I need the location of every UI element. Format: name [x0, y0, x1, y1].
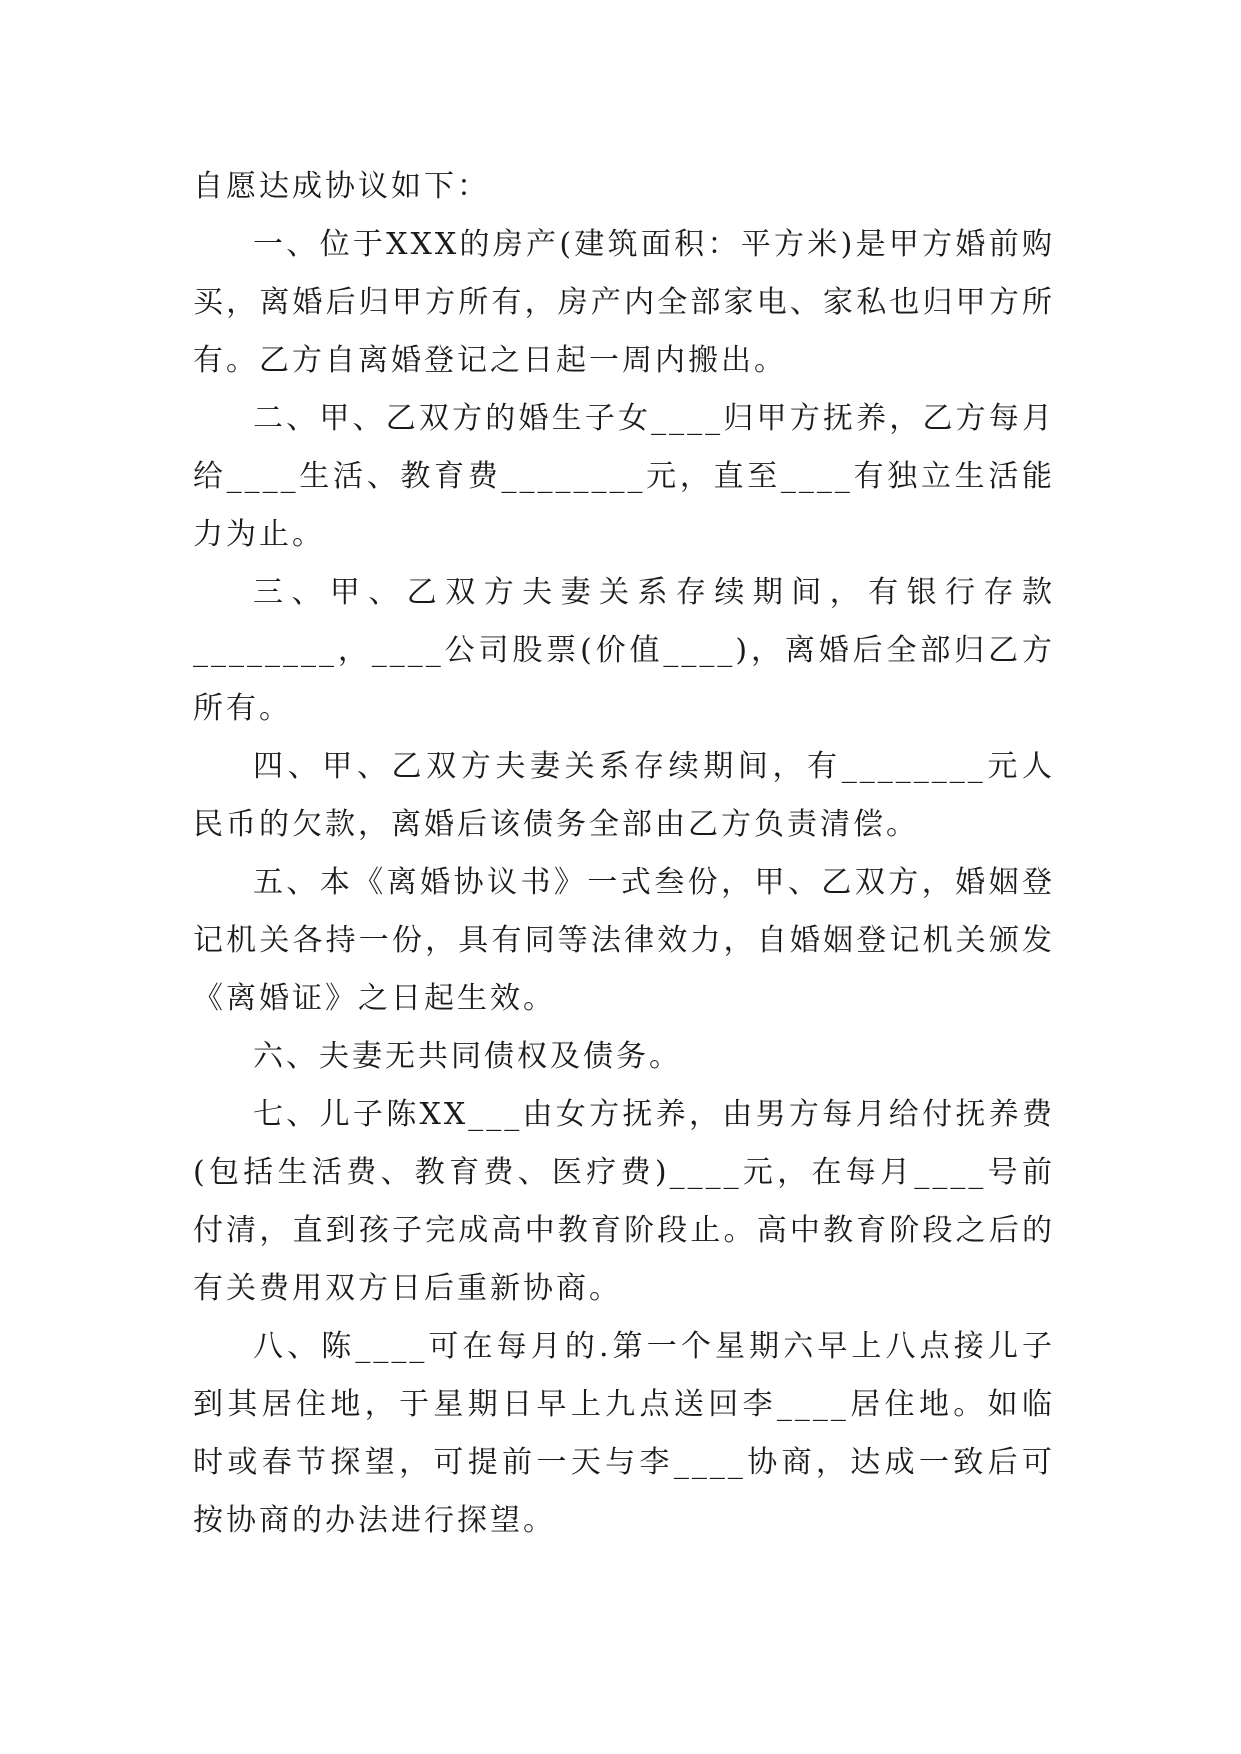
clause-6: 六、夫妻无共同债权及债务。 [253, 1039, 682, 1074]
clause-3: 三、甲、乙双方夫妻关系存续期间，有银行存款________，____公司股票(价值____)，离婚后全部归乙方所有。 [193, 575, 1055, 726]
clause-8: 八、陈____可在每月的.第一个星期六早上八点接儿子到其居住地，于星期日早上九点送回李____居住地。如临时或春节探望，可提前一天与李____协商，达成一致后可按协商的办法进行探望。 [193, 1329, 1055, 1538]
document-body [193, 158, 1055, 1550]
clause-1: 一、位于XXX的房产(建筑面积：平方米)是甲方婚前购买，离婚后归甲方所有，房产内全部家电、家私也归甲方所有。乙方自离婚登记之日起一周内搬出。 [193, 227, 1055, 378]
clause-2: 二、甲、乙双方的婚生子女____归甲方抚养，乙方每月给____生活、教育费________元，直至____有独立生活能力为止。 [193, 401, 1055, 552]
intro-paragraph: 自愿达成协议如下： [193, 169, 490, 204]
clause-5: 五、本《离婚协议书》一式叁份，甲、乙双方，婚姻登记机关各持一份，具有同等法律效力，自婚姻登记机关颁发《离婚证》之日起生效。 [193, 865, 1055, 1016]
clause-4: 四、甲、乙双方夫妻关系存续期间，有________元人民币的欠款，离婚后该债务全部由乙方负责清偿。 [193, 749, 1055, 842]
clause-7: 七、儿子陈XX___由女方抚养，由男方每月给付抚养费(包括生活费、教育费、医疗费)____元，在每月____号前付清，直到孩子完成高中教育阶段止。高中教育阶段之后的有关费用双方日后重新协商。 [193, 1097, 1055, 1306]
